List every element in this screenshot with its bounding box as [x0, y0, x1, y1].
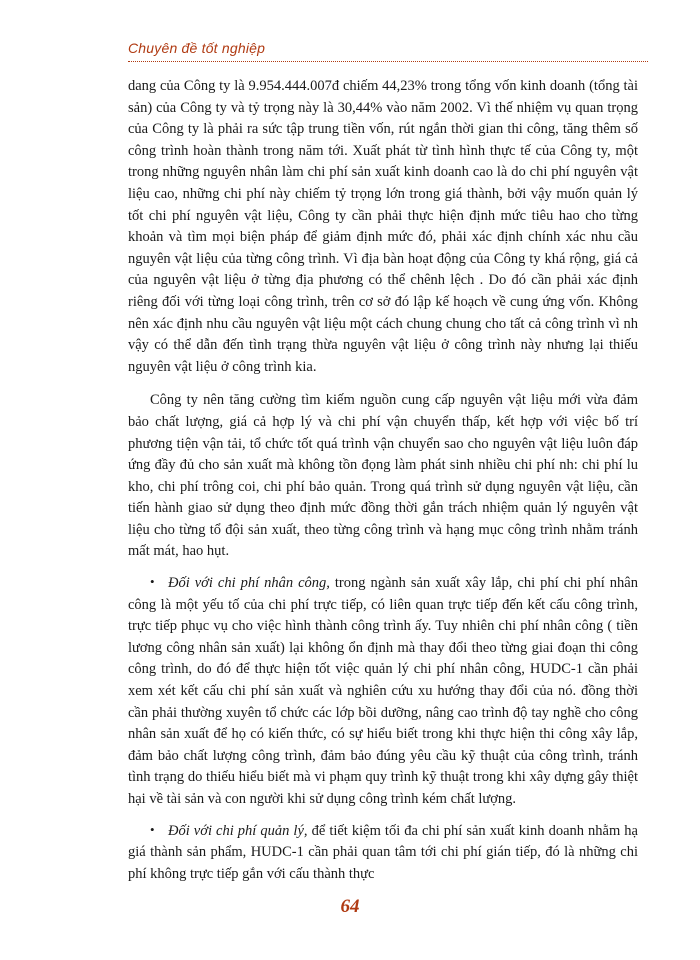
management-cost-lead: Đối với chi phí quản lý,: [168, 822, 308, 839]
paragraph-labor-cost: [128, 571, 638, 811]
page-number: 64: [340, 896, 360, 917]
labor-cost-text: trong ngành sản xuất xây lắp, chi phí chi phí nhân công là một yếu tố của chi phí trực tiếp, có liên quan trực tiếp đến kết cấu công trình, trực tiếp phục vụ cho việc hình thành công trình ấy. Tuy nhiên chi phí nhân công ( tiền lương công nhân sản xuất) lại không ổn định mà thay đổi theo từng giai đoạn thi công công trình, do đó để thực hiện tốt việc quản lý chi phí nhân công, HUDC-1 cần phải xem xét kết cấu chi phí sản xuất và nghiên cứu xu hướng thay đổi của nó. đồng thời cần phải thường xuyên tổ chức các lớp bồi dưỡng, nâng cao trình độ tay nghề cho công nhân sản xuất để họ có kiến thức, có sự hiểu biết trong khi thực hiện thi công xây lắp, đảm bảo chất lượng công trình, đảm bảo đúng yêu cầu kỹ thuật của công trình, tránh tình trạng do thiếu hiểu biết mà vi phạm quy trình kỹ thuật trong khi xây dựng gây thiệt hại về tài sản và con người khi sử dụng công trình kém chất lượng.: [128, 575, 638, 807]
paragraph-management-cost: [128, 819, 638, 886]
document-body: [128, 76, 638, 885]
header-divider: [128, 61, 648, 62]
bullet-icon: •: [150, 821, 155, 837]
page-header: [128, 40, 648, 64]
paragraph-material-sourcing: Công ty nên tăng cường tìm kiếm nguồn cung cấp nguyên vật liệu mới vừa đảm bảo chất lượng, giá cả hợp lý và chi phí vận chuyển thấp, kết hợp với việc bố trí phương tiện vận tải, tổ chức tốt quá trình vận chuyển sao cho nguyên vật liệu luôn đáp ứng đầy đủ cho sản xuất mà không tồn đọng làm phát sinh nhiều chi phí nh: chi phí lu kho, chi phí trông coi, chi phí bảo quản. Trong quá trình sử dụng nguyên vật liệu, cần tiến hành giao sử dụng theo định mức đồng thời gắn trách nhiệm quản lý nguyên vật liệu cho từng tổ đội sản xuất, theo từng công trình và hạng mục công trình nhằm tránh mất mát, hao hụt.: [128, 392, 638, 560]
management-cost-text: để tiết kiệm tối đa chi phí sản xuất kinh doanh nhằm hạ giá thành sản phẩm, HUDC-1 cần phải quan tâm tới chi phí gián tiếp, đó là những chi phí không trực tiếp gắn với cấu thành thực: [128, 822, 638, 882]
paragraph-continued: dang của Công ty là 9.954.444.007đ chiếm 44,23% trong tổng vốn kinh doanh (tổng tài sản) của Công ty và tỷ trọng này là 30,44% vào năm 2002. Vì thế nhiệm vụ quan trọng của Công ty là phải ra sức tập trung tiền vốn, rút ngắn thời gian thi công, tăng thêm số công trình hoàn thành trong năm tới. Xuất phát từ tình hình thực tế của Công ty, một trong những nguyên nhân làm chi phí sản xuất kinh doanh cao là do chi phí nguyên vật liệu cao, những chi phí này chiếm tỷ trọng lớn trong giá thành, bởi vậy muốn quản lý tốt chi phí nguyên vật liệu, Công ty cần phải thực hiện định mức tiêu hao cho từng khoản và tìm mọi biện pháp để giảm định mức đó, phải xác định chính xác nhu cầu nguyên vật liệu của từng công trình. Vì địa bàn hoạt động của Công ty khá rộng, giá cả của nguyên vật liệu ở từng địa phương có thể chênh lệch . Do đó cần phải xác định riêng đối với từng loại công trình, trên cơ sở đó lập kế hoạch về cung ứng vốn. Không nên xác định nhu cầu nguyên vật liệu một cách chung chung cho tất cả công trình vì nh vậy có thể dẫn đến tình trạng thừa nguyên vật liệu ở công trình này nhưng lại thiếu nguyên vật liệu ở công trình kia.: [128, 78, 638, 375]
bullet-icon: •: [150, 574, 155, 590]
header-title: Chuyên đề tốt nghiệp: [128, 40, 266, 56]
labor-cost-lead: Đối với chi phí nhân công,: [168, 575, 330, 592]
